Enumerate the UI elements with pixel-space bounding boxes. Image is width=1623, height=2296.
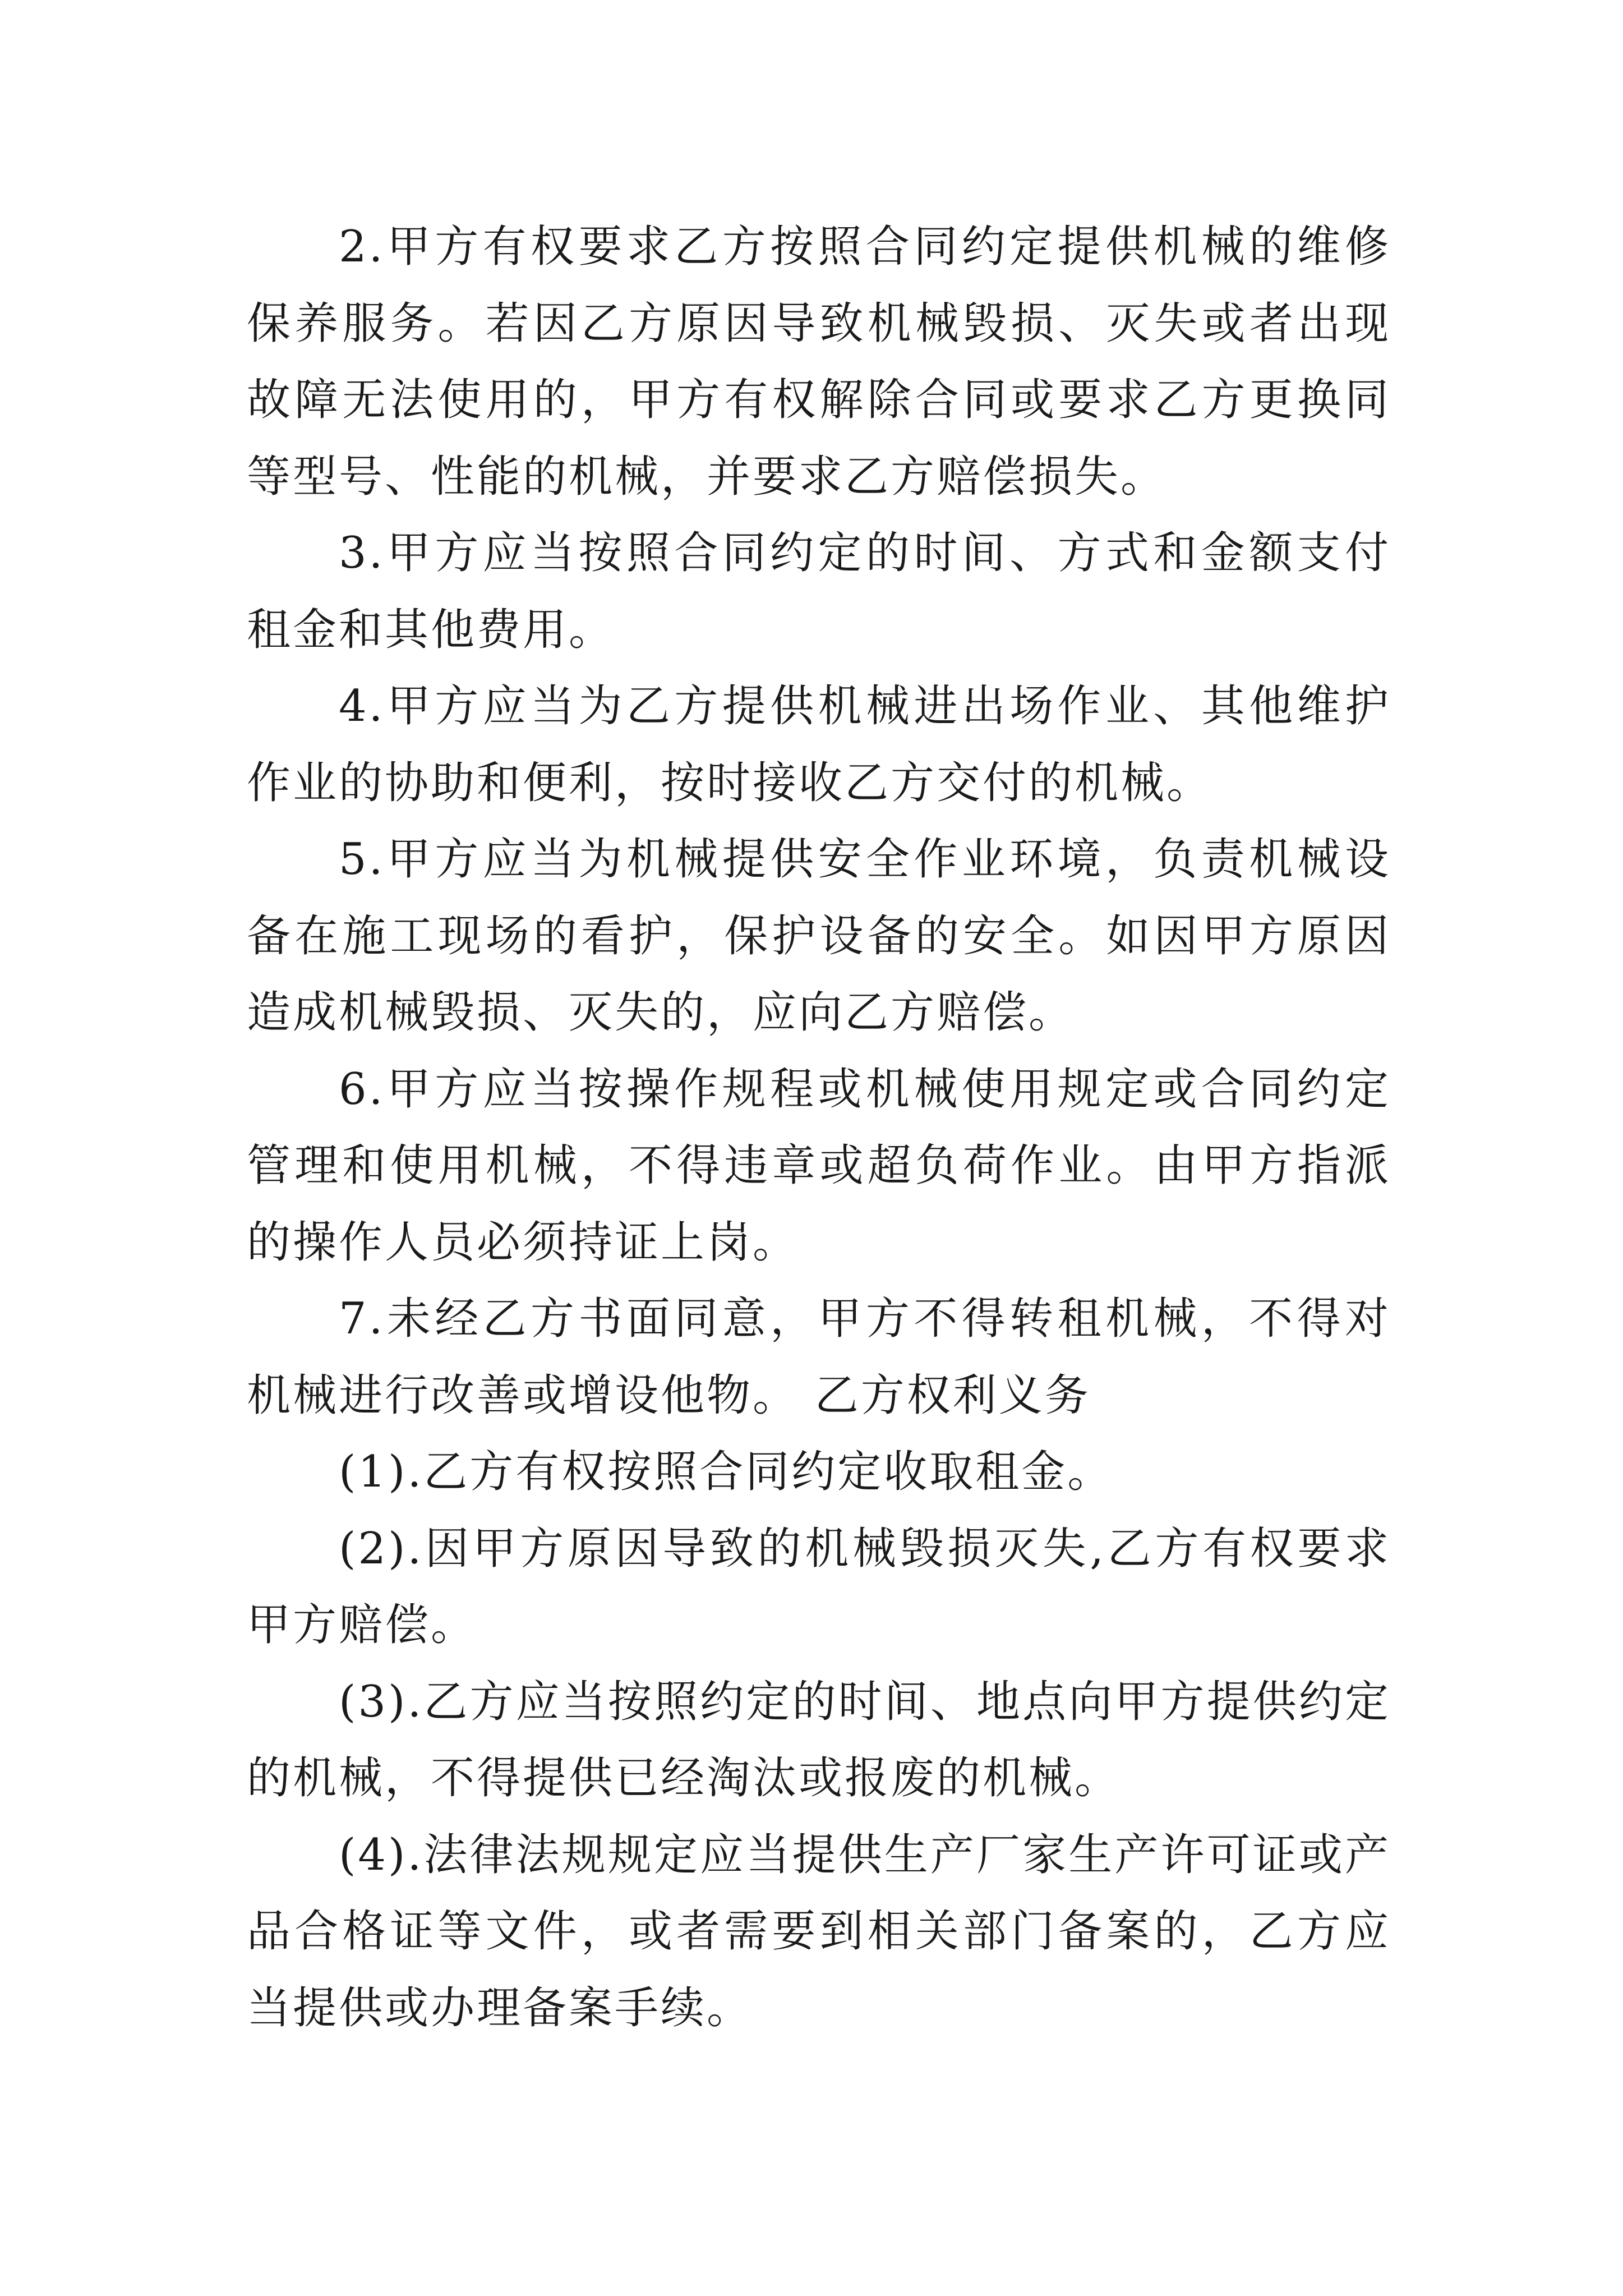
paragraph-party-b-4: (4).法律法规规定应当提供生产厂家生产许可证或产品合格证等文件，或者需要到相关部门备案的，乙方应当提供或办理备案手续。	[247, 1829, 1391, 2033]
document-body	[247, 209, 1391, 2046]
paragraph-clause-7: 7.未经乙方书面同意，甲方不得转租机械，不得对机械进行改善或增设他物。 乙方权利义务	[247, 1294, 1391, 1421]
paragraph-clause-3: 3.甲方应当按照合同约定的时间、方式和金额支付租金和其他费用。	[247, 528, 1391, 655]
paragraph-party-b-2: (2).因甲方原因导致的机械毁损灭失,乙方有权要求甲方赔偿。	[247, 1523, 1391, 1650]
paragraph-party-b-3: (3).乙方应当按照约定的时间、地点向甲方提供约定的机械，不得提供已经淘汰或报废的机械。	[247, 1676, 1391, 1803]
paragraph-clause-6: 6.甲方应当按操作规程或机械使用规定或合同约定管理和使用机械，不得违章或超负荷作业。由甲方指派的操作人员必须持证上岗。	[247, 1064, 1391, 1268]
paragraph-party-b-1: (1).乙方有权按照合同约定收取租金。	[339, 1447, 1114, 1497]
paragraph-clause-4: 4.甲方应当为乙方提供机械进出场作业、其他维护作业的协助和便利，按时接收乙方交付的机械。	[247, 681, 1391, 808]
paragraph-clause-2: 2.甲方有权要求乙方按照合同约定提供机械的维修保养服务。若因乙方原因导致机械毁损、灭失或者出现故障无法使用的，甲方有权解除合同或要求乙方更换同等型号、性能的机械，并要求乙方赔偿损失。	[247, 222, 1391, 502]
paragraph-clause-5: 5.甲方应当为机械提供安全作业环境，负责机械设备在施工现场的看护，保护设备的安全。如因甲方原因造成机械毁损、灭失的，应向乙方赔偿。	[247, 834, 1391, 1038]
